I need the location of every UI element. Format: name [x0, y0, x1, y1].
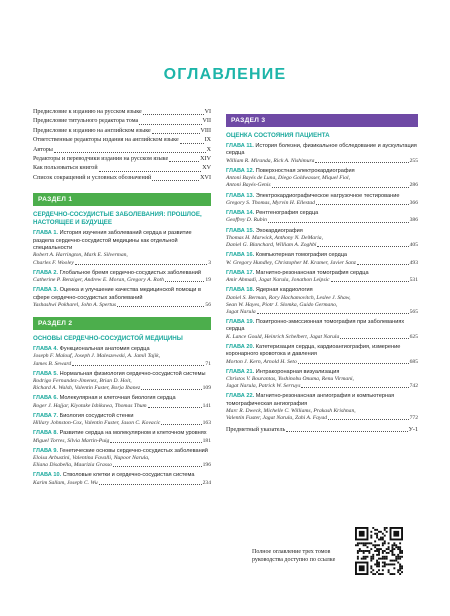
front-matter-text: Ответственные редакторы издания на английском языке [33, 137, 179, 144]
chapter-page: 71 [205, 360, 211, 367]
author-line: Joseph F. Malouf, Joseph J. Maleszewski, A. Jamil Tajik, [33, 353, 160, 360]
leader-dots [161, 424, 201, 425]
chapter-title: Ядерная кардиология [255, 287, 313, 294]
chapter-authors [226, 359, 418, 366]
chapter-number: ГЛАВА 4. [33, 346, 59, 353]
chapter-number: ГЛАВА 8. [33, 430, 59, 437]
chapter-authors [33, 353, 211, 367]
author-line [226, 309, 418, 316]
chapter-page: 366 [409, 199, 418, 206]
front-matter-text: Авторы [33, 146, 53, 153]
author-line [226, 260, 418, 267]
leader-dots [99, 171, 202, 172]
leader-dots [317, 246, 408, 247]
author-line: Thomas H. Marwick, Anthony N. DeMaria, [226, 234, 324, 241]
leader-dots [357, 264, 409, 265]
chapter-page: 625 [409, 333, 418, 340]
author-line: Rodrigo Fernandez-Jimenez, Brian D. Hoit, [33, 378, 132, 385]
author-names: Valentin Fuster, Jagat Narula, Zahi A. Fayad [226, 415, 328, 422]
part-title: СЕРДЕЧНО-СОСУДИСТЫЕ ЗАБОЛЕВАНИЯ: ПРОШЛОЕ, НАСТОЯЩЕЕ И БУДУЩЕЕ [33, 211, 202, 227]
author-line [226, 334, 418, 341]
leader-dots [113, 466, 202, 467]
chapter-page: 565 [409, 308, 418, 315]
leader-dots [169, 161, 199, 162]
front-matter-text: Предисловие титульного редактора тома [33, 118, 139, 125]
chapter-entry[interactable] [33, 413, 211, 428]
leader-dots [257, 313, 409, 314]
chapter-title: Биология сосудистой стенки [59, 412, 134, 419]
chapter-title: Молекулярная и клеточная биология сердца [59, 395, 176, 402]
leader-dots [165, 281, 205, 282]
author-line [226, 242, 418, 249]
author-names: Gregory S. Thomas, Myrvin H. Ellestad [226, 199, 315, 206]
chapter-authors [226, 408, 418, 422]
leader-dots [315, 162, 408, 163]
section-block [226, 114, 418, 422]
chapter-title: Катетеризация сердца, кардиоангиография, измерение коронарного кровотока и давления [226, 343, 401, 358]
chapter-authors [226, 334, 418, 341]
section-header: РАЗДЕЛ 1 [33, 193, 211, 206]
author-line [226, 158, 418, 165]
author-line: Sean W. Hayes, Piotr J. Slomka, Guido Germano, [226, 301, 338, 308]
author-names: Antoni Bayés-Genis [226, 182, 271, 189]
front-matter-item[interactable] [33, 146, 211, 155]
leader-dots [54, 152, 206, 153]
chapter-entry[interactable] [33, 371, 211, 393]
front-matter-item[interactable] [33, 174, 211, 183]
chapter-number: ГЛАВА 17. [226, 269, 255, 276]
chapter-title: Интракоронарная визуализация [255, 368, 340, 375]
right-column [226, 114, 418, 434]
author-names: Geoffrey D. Rubin [226, 217, 267, 224]
chapter-heading [33, 230, 211, 252]
front-matter-item[interactable] [33, 155, 211, 164]
author-line: Daniel S. Berman, Rory Hachamovitch, Leslee J. Shaw, [226, 294, 351, 301]
leader-dots [152, 180, 199, 181]
author-names: Hillary Johnston-Cox, Valentin Fuster, Jason C. Kovacic [33, 420, 161, 427]
chapter-heading [226, 168, 418, 175]
leader-dots [286, 431, 407, 432]
leader-dots [268, 222, 409, 223]
chapter-title: Магнитно-резонансная томография сердца [255, 269, 369, 276]
chapter-authors [226, 235, 418, 249]
chapter-entry[interactable] [226, 252, 418, 267]
author-names: Amir Ahmadi, Jagat Narula, Jonathon Leipsic [226, 277, 330, 283]
author-line [226, 277, 418, 284]
chapter-number: ГЛАВА 18. [226, 287, 255, 294]
chapter-title: Компьютерная томография сердца [255, 252, 348, 259]
chapter-heading [226, 319, 418, 334]
index-entry-page: У-1 [408, 427, 418, 434]
chapter-authors [33, 438, 211, 445]
chapter-entry[interactable] [33, 472, 211, 487]
leader-dots [340, 338, 408, 339]
author-line [33, 302, 211, 309]
chapter-number: ГЛАВА 2. [33, 269, 59, 276]
author-line [33, 480, 211, 487]
chapter-page: 19 [205, 277, 211, 284]
chapter-heading [226, 344, 418, 359]
chapter-heading [226, 393, 418, 408]
leader-dots [301, 387, 408, 388]
chapter-heading [226, 143, 418, 158]
chapter-entry[interactable] [33, 346, 211, 368]
author-line [33, 385, 211, 392]
leader-dots [152, 133, 200, 134]
author-names: William R. Miranda, Rick A. Nishimura [226, 157, 315, 164]
author-names: Richard A. Walsh, Valentin Fuster, Borja Ibanez [33, 385, 141, 392]
front-matter-page: VIII [200, 127, 211, 134]
chapter-number: ГЛАВА 14. [226, 210, 255, 216]
chapter-number: ГЛАВА 20. [226, 343, 255, 350]
chapter-number: ГЛАВА 9. [33, 447, 59, 454]
chapter-page: 109 [202, 385, 211, 392]
leader-dots [110, 442, 201, 443]
author-line: Marc R. Dweck, Michelle C. Williams, Prakash Krishnan, [226, 408, 356, 414]
chapter-title: Развитие сердца на молекулярном и клеточном уровнях [59, 430, 207, 437]
chapter-title: Функциональная анатомия сердца [59, 346, 150, 353]
chapter-page: 56 [205, 301, 211, 308]
section-header: РАЗДЕЛ 2 [33, 317, 211, 330]
chapter-page: 742 [409, 383, 418, 390]
chapter-page: 181 [202, 437, 211, 444]
chapter-number: ГЛАВА 16. [226, 252, 255, 259]
chapter-number: ГЛАВА 3. [33, 287, 59, 294]
chapter-title: Глобальное бремя сердечно-сосудистых заболеваний [59, 269, 201, 276]
author-names: K. Lance Gould, Heinrich Schelbert, Jagat Narula [226, 333, 340, 340]
chapter-authors [33, 480, 211, 487]
front-matter-item[interactable] [33, 164, 211, 173]
page-title: ОГЛАВЛЕНИЕ [163, 66, 287, 83]
chapter-number: ГЛАВА 15. [226, 227, 255, 234]
author-names: Yashashwi Pokharel, John A. Spertus [33, 301, 117, 308]
chapter-authors [33, 420, 211, 427]
author-line [33, 438, 211, 445]
author-names: Charles F. Wooley [33, 259, 74, 266]
leader-dots [328, 419, 409, 420]
chapter-number: ГЛАВА 13. [226, 192, 255, 199]
chapter-entry[interactable] [226, 143, 418, 165]
chapter-authors [226, 277, 418, 284]
chapter-authors [226, 217, 418, 224]
chapter-title: Рентгенография сердца [255, 210, 319, 216]
chapter-page: 386 [409, 217, 418, 224]
front-matter-item[interactable] [33, 127, 211, 136]
leader-dots [143, 114, 204, 115]
part-title: ОЦЕНКА СОСТОЯНИЯ ПАЦИЕНТА [226, 132, 330, 139]
chapter-entry[interactable] [226, 393, 418, 422]
front-matter-page: XIV [200, 156, 211, 163]
chapter-entry[interactable] [33, 230, 211, 266]
chapter-heading [33, 287, 211, 302]
chapter-entry[interactable] [226, 210, 418, 225]
author-line [226, 415, 418, 422]
part-title: ОСНОВЫ СЕРДЕЧНО-СОСУДИСТОЙ МЕДИЦИНЫ [33, 335, 183, 343]
chapter-entry[interactable] [226, 287, 418, 316]
author-line [33, 403, 211, 410]
front-matter-text: Список сокращений и условных обозначений [33, 174, 152, 181]
chapter-entry[interactable] [226, 228, 418, 250]
front-matter-page: IX [204, 137, 211, 144]
leader-dots [148, 407, 202, 408]
chapter-authors [33, 455, 211, 469]
leader-dots [75, 264, 207, 265]
front-matter-item[interactable] [33, 136, 211, 145]
author-line [226, 200, 418, 207]
front-matter-list [33, 108, 211, 183]
author-line [226, 359, 418, 366]
author-line [33, 260, 211, 267]
chapter-heading [33, 371, 211, 378]
chapter-entry[interactable] [33, 395, 211, 410]
front-matter-item[interactable] [33, 108, 211, 117]
author-names: Miguel Torres, Silvia Martin-Puig [33, 437, 110, 444]
chapter-heading [226, 287, 418, 294]
chapter-authors [226, 295, 418, 316]
leader-dots [117, 306, 204, 307]
chapter-page: 163 [202, 420, 211, 427]
chapter-heading [226, 270, 418, 277]
front-matter-text: Как пользоваться книгой [33, 165, 98, 172]
chapter-page: 286 [409, 182, 418, 189]
chapter-entry[interactable] [33, 270, 211, 285]
author-names: Eliana Disabella, Maurizia Grasso [33, 462, 112, 469]
leader-dots [141, 389, 201, 390]
chapter-heading [226, 252, 418, 259]
chapter-title: Генетические основы сердечно-сосудистых заболеваний [59, 447, 208, 454]
chapter-heading [33, 448, 211, 455]
chapter-title: Нормальная физиология сердечно-сосудистой системы [59, 370, 206, 377]
chapter-authors [226, 260, 418, 267]
author-line: Christos V. Bourantas, Yoshinobu Onuma, Renu Virmani, [226, 376, 354, 382]
section-block [33, 317, 211, 487]
author-line [226, 383, 418, 390]
leader-dots [180, 143, 204, 144]
section-header: РАЗДЕЛ 3 [226, 114, 418, 127]
chapter-title: Эхокардиография [255, 227, 303, 234]
chapter-heading [226, 193, 418, 200]
chapter-page: 531 [409, 277, 418, 283]
chapter-number: ГЛАВА 6. [33, 395, 59, 402]
chapter-number: ГЛАВА 10. [33, 472, 62, 479]
chapter-heading [33, 430, 211, 437]
chapter-page: 685 [409, 358, 418, 365]
author-line [33, 361, 211, 368]
author-names: Jagat Narula, Patrick W. Serruys [226, 383, 301, 390]
left-sections [33, 193, 211, 487]
chapter-entry[interactable] [33, 430, 211, 445]
left-column [33, 108, 211, 490]
front-matter-page: XV [202, 165, 211, 172]
author-line: Antoni Bayés de Luna, Diego Goldwasser, Miquel Fiol, [226, 175, 350, 182]
chapter-authors [226, 376, 418, 390]
leader-dots [72, 365, 204, 366]
author-line: Eloisa Arbustini, Valentina Favalli, Nupoor Narula, [33, 455, 150, 462]
front-matter-page: X [206, 146, 211, 153]
leader-dots [331, 281, 409, 282]
chapter-entry[interactable] [226, 369, 418, 391]
right-section [226, 114, 418, 422]
author-line [33, 420, 211, 427]
front-matter-text: Предисловие к изданию на русском языке [33, 109, 142, 115]
chapter-authors [33, 302, 211, 309]
chapter-heading [33, 270, 211, 277]
chapter-heading [33, 395, 211, 402]
front-matter-item[interactable] [33, 117, 211, 126]
leader-dots [298, 363, 409, 364]
chapter-page: 196 [202, 462, 211, 469]
front-matter-page: VI [204, 109, 211, 115]
chapter-authors [33, 277, 211, 284]
author-line [33, 277, 211, 284]
qr-note: Полное оглавление трех томов руководства доступно по ссылке [252, 549, 336, 563]
chapter-authors [226, 200, 418, 207]
chapter-heading [33, 472, 211, 479]
chapter-number: ГЛАВА 12. [226, 167, 255, 174]
index-entry[interactable] [226, 426, 418, 434]
qr-code-icon[interactable] [355, 527, 403, 575]
chapter-page: 405 [409, 242, 418, 248]
author-line: Robert A. Harrington, Mark E. Silverman, [33, 252, 128, 259]
chapter-title: Стволовые клетки и сердечно-сосудистая система [62, 472, 195, 479]
chapter-entry[interactable] [33, 448, 211, 470]
leader-dots [272, 187, 409, 188]
author-names: Karim Sallam, Joseph C. Wu [33, 479, 98, 486]
chapter-title: Оценка и улучшение качества медицинской помощи в сфере сердечно-сосудистых заболеваний [33, 287, 201, 301]
chapter-page: 3 [208, 259, 211, 266]
front-matter-text: Редакторы и переводчики издания на русском языке [33, 156, 169, 163]
chapter-page: 141 [202, 402, 211, 409]
chapter-title: Поверхностная электрокардиография [255, 167, 355, 174]
chapter-title: История изучения заболеваний сердца и развитие раздела сердечно-сосудистой медицины как отдельной специальности [33, 230, 192, 252]
chapter-page: 255 [409, 157, 418, 164]
chapter-title: Позитронно-эмиссионная томография при заболеваниях сердца [226, 318, 405, 333]
author-names: Catherine P. Benziger, Andrew E. Moran, Gregory A. Roth [33, 277, 164, 284]
section-block [33, 193, 211, 309]
front-matter-page: XVI [200, 174, 211, 181]
author-names: W. Gregory Hundley, Christopher M. Kramer, Javier Sanz [226, 259, 356, 266]
author-line [33, 462, 211, 469]
index-entry-text: Предметный указатель [226, 427, 286, 434]
chapter-number: ГЛАВА 11. [226, 143, 254, 149]
chapter-number: ГЛАВА 21. [226, 368, 255, 375]
chapter-title: История болезни, физикальное обследование и аускультация сердца [226, 143, 417, 157]
chapter-number: ГЛАВА 5. [33, 370, 59, 377]
chapter-entry[interactable] [226, 168, 418, 190]
chapter-authors [226, 158, 418, 165]
chapter-heading [226, 228, 418, 235]
front-matter-text: Предисловие к изданию на английском языке [33, 127, 151, 134]
chapter-number: ГЛАВА 19. [226, 318, 255, 325]
chapter-authors [226, 175, 418, 189]
chapter-entry[interactable] [226, 319, 418, 341]
chapter-entry[interactable] [226, 344, 418, 366]
author-names: Morton J. Kern, Arnold H. Seto [226, 358, 297, 365]
chapter-page: 234 [202, 479, 211, 486]
author-line [226, 217, 418, 224]
chapter-entry[interactable] [226, 270, 418, 285]
author-names: James B. Seward [33, 360, 72, 367]
chapter-authors [33, 403, 211, 410]
chapter-title: Электрокардиографическое нагрузочное тестирование [255, 192, 400, 199]
chapter-authors [33, 252, 211, 266]
leader-dots [316, 204, 409, 205]
author-names: Jagat Narula [226, 308, 256, 315]
author-names: Roger J. Hajjar, Kiyotake Ishikawa, Thomas Thum [33, 402, 147, 409]
chapter-page: 493 [409, 259, 418, 266]
author-line [226, 182, 418, 189]
author-names: Daniel G. Blanchard, William A. Zoghbi [226, 242, 317, 248]
chapter-number: ГЛАВА 7. [33, 412, 59, 419]
chapter-entry[interactable] [33, 287, 211, 309]
chapter-entry[interactable] [226, 193, 418, 208]
leader-dots [139, 124, 201, 125]
chapter-authors [33, 378, 211, 392]
chapter-title: Магнитно-резонансная ангиография и компьютерная томографическая ангиография [226, 393, 395, 407]
front-matter-page: VII [202, 118, 211, 125]
chapter-heading [226, 369, 418, 376]
chapter-number: ГЛАВА 1. [33, 230, 59, 237]
leader-dots [99, 484, 202, 485]
chapter-heading [33, 413, 211, 420]
chapter-number: ГЛАВА 22. [226, 393, 255, 400]
chapter-page: 772 [409, 415, 418, 422]
